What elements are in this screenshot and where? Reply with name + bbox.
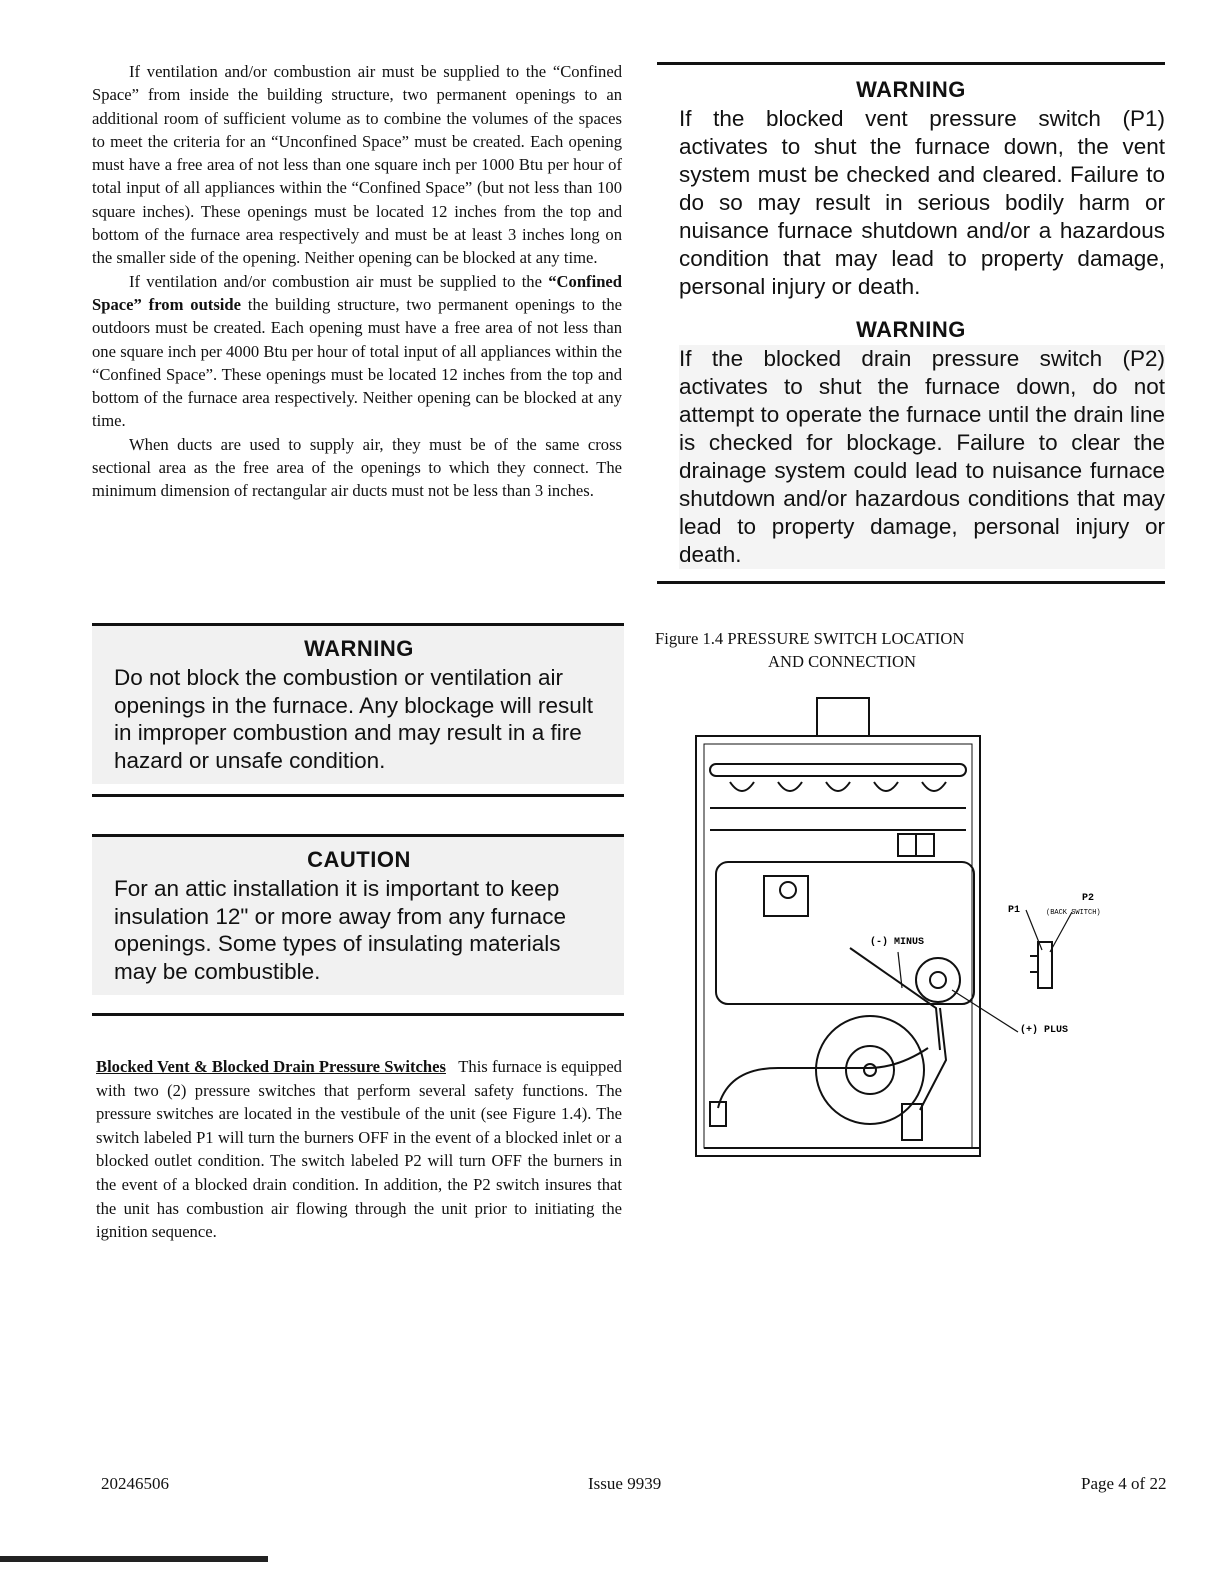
inducer-motor xyxy=(846,1046,894,1094)
gas-manifold xyxy=(710,764,966,776)
drain-hose xyxy=(718,1048,928,1108)
figure-caption xyxy=(655,627,964,673)
burner-row xyxy=(730,782,946,791)
blocked-switches-paragraph xyxy=(96,1055,622,1244)
burner xyxy=(922,782,946,791)
furnace-cabinet xyxy=(696,736,980,1156)
page-number: Page 4 of 22 xyxy=(1081,1474,1167,1493)
burner xyxy=(778,782,802,791)
paragraph-outside-air xyxy=(92,270,622,433)
left-column-text xyxy=(92,60,622,503)
document-number: 20246506 xyxy=(101,1474,169,1493)
label-p1: P1 xyxy=(1008,905,1021,916)
caution-box xyxy=(92,834,624,1016)
caution-heading: CAUTION xyxy=(307,847,411,872)
paragraph-outside-air-lead: If ventilation and/or combustion air must be supplied to the xyxy=(129,271,542,291)
control-panel xyxy=(716,862,974,1004)
divider xyxy=(92,794,624,797)
label-plus: (+) PLUS xyxy=(1020,1025,1069,1036)
paragraph-outside-air-bold: “Confined Space” from outside xyxy=(92,271,623,314)
blocked-switches-section xyxy=(96,1055,622,1244)
warning-box-left xyxy=(92,623,624,797)
pressure-switch xyxy=(916,958,960,1002)
plus-tube xyxy=(920,1008,946,1110)
blocked-switches-text: This furnace is equipped with two (2) pressure switches that perform several safety functions. The pressure switches are located in the vestibule of the unit (see Figure 1.4). The switch labeled P1 will turn the burners OFF in the event of a blocked inlet or a blocked outlet condition. The switch labeled P2 will turn OFF the burners in the event of a blocked drain condition. In addition, the P2 switch insures that the unit has combustion air flowing through the unit prior to initiating the ignition sequence. xyxy=(96,1057,622,1242)
flue-collar xyxy=(817,698,869,736)
divider xyxy=(92,1013,624,1016)
burner xyxy=(730,782,754,791)
label-minus: (-) MINUS xyxy=(870,937,925,948)
issue-number: Issue 9939 xyxy=(588,1474,662,1493)
divider xyxy=(657,581,1165,584)
figure-caption-line1: Figure 1.4 PRESSURE SWITCH LOCATION xyxy=(655,629,965,648)
side-switch-ports xyxy=(1030,956,1038,972)
burner xyxy=(826,782,850,791)
label-p2: P2 xyxy=(1082,893,1095,904)
paragraph-ducts: When ducts are used to supply air, they must be of the same cross sectional area as the free area of the openings to which they connect. The minimum dimension of rectangular air ducts must not be less than 3 inches. xyxy=(92,434,622,501)
warning-box-body xyxy=(92,626,624,784)
right-warnings xyxy=(657,62,1165,584)
p1-leader xyxy=(1026,910,1042,950)
paragraph-inside-air: If ventilation and/or combustion air must be supplied to the “Confined Space” from inside the building structure, two permanent openings to an additional room of sufficient volume as to combine the volumes of the spaces to meet the criteria for an “Unconfined Space” must be created. Each opening must have a free area of not less than one square inch per 1000 Btu per hour of total input of all appliances within the “Confined Space” (but not less than 100 square inches). These openings must be located 12 inches from the top and bottom of the furnace area respectively and must be at least 3 inches long on the smaller side of the opening. Neither opening can be blocked at any time. xyxy=(92,62,622,268)
caution-box-body xyxy=(92,837,624,995)
inducer-outlet xyxy=(902,1104,922,1140)
inducer-hub xyxy=(864,1064,876,1076)
blocked-switches-title: Blocked Vent & Blocked Drain Pressure Switches xyxy=(96,1057,446,1076)
warning-heading: WARNING xyxy=(304,636,414,661)
scan-edge-bar xyxy=(0,1556,268,1562)
caution-text: For an attic installation it is important to keep insulation 12" or more away from any furnace openings. Some types of insulating materials may be combustible. xyxy=(114,876,566,984)
inducer-blower xyxy=(816,1016,924,1124)
side-pressure-switch xyxy=(1038,942,1052,988)
furnace-diagram xyxy=(690,690,1130,1165)
paragraph-outside-air-rest: the building structure, two permanent openings to the outdoors must be created. Each opening must have a free area of not less than one square inch per 4000 Btu per hour of total input of all appliances within the “Confined Space”. These openings must be located 12 inches from the top and bottom of the furnace area respectively. Neither opening can be blocked at any time. xyxy=(92,294,622,431)
warning-text: Do not block the combustion or ventilation air openings in the furnace. Any blockage will result in improper combustion and may result in a fire hazard or unsafe condition. xyxy=(114,665,594,773)
warning-text-p1: If the blocked vent pressure switch (P1) activates to shut the furnace down, the vent system must be checked and cleared. Failure to do so may result in serious bodily harm or nuisance furnace shutdown and/or a hazardous condition that may lead to property damage, personal injury or death. xyxy=(679,106,1165,299)
figure-caption-line2: AND CONNECTION xyxy=(768,652,916,671)
plus-leader xyxy=(952,990,1018,1032)
label-p2-sub: (BACK SWITCH) xyxy=(1046,909,1101,917)
warning-heading-p1: WARNING xyxy=(856,77,966,102)
p2-leader xyxy=(1050,912,1072,952)
warning-heading-p2: WARNING xyxy=(856,317,966,342)
burner xyxy=(874,782,898,791)
gas-valve-knob xyxy=(780,882,796,898)
warning-text-p2: If the blocked drain pressure switch (P2) activates to shut the furnace down, do not attempt to operate the furnace until the drain line is checked for blockage. Failure to clear the drainage system could lead to nuisance furnace shutdown and/or hazardous conditions that may lead to property damage, personal injury or death. xyxy=(679,346,1165,567)
pressure-switch-port xyxy=(930,972,946,988)
divider xyxy=(657,62,1165,65)
